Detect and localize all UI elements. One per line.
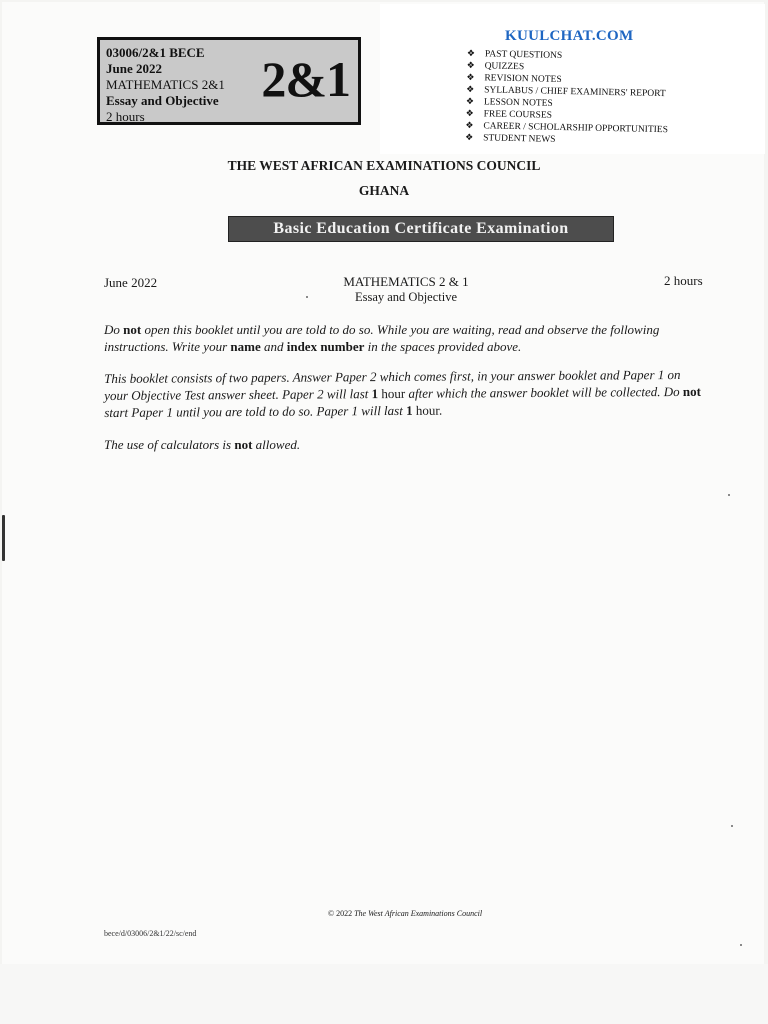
promo-panel <box>380 4 765 154</box>
text-run: and <box>260 339 287 354</box>
text-run: The use of calculators is <box>104 437 235 452</box>
scan-speck <box>740 944 742 946</box>
text-run-bold: index number <box>286 339 365 354</box>
diamond-bullet-icon: ❖ <box>466 83 475 95</box>
text-run: allowed. <box>252 437 301 452</box>
text-run: after which the answer booklet will be collected. Do <box>405 383 683 401</box>
text-run: start Paper 1 until you are told to do so. Paper 1 will last <box>104 402 407 420</box>
text-run-bold: not <box>234 437 253 452</box>
text-run-bold: name <box>230 339 261 354</box>
copyright-symbol: © <box>328 909 335 918</box>
promo-site-link[interactable]: KUULCHAT.COM <box>505 28 634 44</box>
copyright-org: The West African Examinations Council <box>354 909 483 918</box>
exam-duration: 2 hours <box>664 273 703 288</box>
text-run: This booklet consists of two papers. Answer Paper 2 which comes first, in your answer booklet and Paper 1 on your Objective Test answer sheet. Paper 2 will last <box>104 366 681 403</box>
promo-list <box>465 48 670 148</box>
council-title: THE WEST AFRICAN EXAMINATIONS COUNCIL <box>227 158 541 173</box>
text-run-bold: 1 <box>371 386 379 402</box>
text-run-bold: not <box>123 322 142 337</box>
diamond-bullet-icon: ❖ <box>466 71 475 83</box>
paper-duration: 2 hours <box>106 109 145 124</box>
exam-banner-text: Basic Education Certificate Examination <box>273 220 569 237</box>
diamond-bullet-icon: ❖ <box>465 107 474 119</box>
exam-subject: MATHEMATICS 2 & 1 <box>343 274 469 289</box>
exam-banner <box>228 216 614 242</box>
diamond-bullet-icon: ❖ <box>466 59 475 71</box>
scan-speck <box>731 825 733 827</box>
paper-date: June 2022 <box>106 61 162 76</box>
promo-item-label: STUDENT NEWS <box>483 133 556 145</box>
paper-type: Essay and Objective <box>106 93 219 108</box>
scan-speck <box>728 494 730 496</box>
instruction-paragraph-2 <box>104 366 704 421</box>
diamond-bullet-icon: ❖ <box>465 131 474 143</box>
promo-item-label: REVISION NOTES <box>484 73 562 85</box>
exam-date: June 2022 <box>104 275 158 290</box>
paper-subject: MATHEMATICS 2&1 <box>106 77 225 92</box>
copyright-year: 2022 <box>336 909 353 918</box>
promo-item-label: CAREER / SCHOLARSHIP OPPORTUNITIES <box>483 121 669 136</box>
text-run-bold: not <box>682 383 701 399</box>
binding-mark <box>2 515 5 561</box>
text-run: hour. <box>412 402 443 418</box>
text-run: Do <box>104 322 124 337</box>
text-run-bold: 1 <box>406 402 413 418</box>
document-reference-code: bece/d/03006/2&1/22/sc/end <box>104 929 197 938</box>
paper-code: 03006/2&1 BECE <box>106 45 205 60</box>
promo-item-label: PAST QUESTIONS <box>484 49 563 61</box>
text-run: in the spaces provided above. <box>364 339 522 354</box>
copyright-notice <box>328 909 482 918</box>
diamond-bullet-icon: ❖ <box>465 95 475 107</box>
text-run: hour <box>378 385 406 402</box>
instruction-paragraph-3 <box>104 436 704 453</box>
scan-speck <box>306 296 308 298</box>
country-title: GHANA <box>358 183 410 198</box>
instruction-paragraph-1 <box>104 321 704 355</box>
page-bottom-margin <box>0 964 768 1024</box>
diamond-bullet-icon: ❖ <box>465 119 474 131</box>
paper-label-box <box>97 37 361 125</box>
text-run: open this booklet until you are told to do so. While you are waiting, read and observe the following instructions. Write your <box>104 322 660 354</box>
promo-item-label: FREE COURSES <box>483 109 553 121</box>
exam-paper-type: Essay and Objective <box>354 290 458 304</box>
diamond-bullet-icon: ❖ <box>466 48 476 59</box>
paper-number: 2&1 <box>261 51 350 107</box>
promo-item-label: QUIZZES <box>484 61 525 73</box>
promo-item-label: LESSON NOTES <box>483 97 553 109</box>
promo-item-label: SYLLABUS / CHIEF EXAMINERS' REPORT <box>484 85 666 100</box>
